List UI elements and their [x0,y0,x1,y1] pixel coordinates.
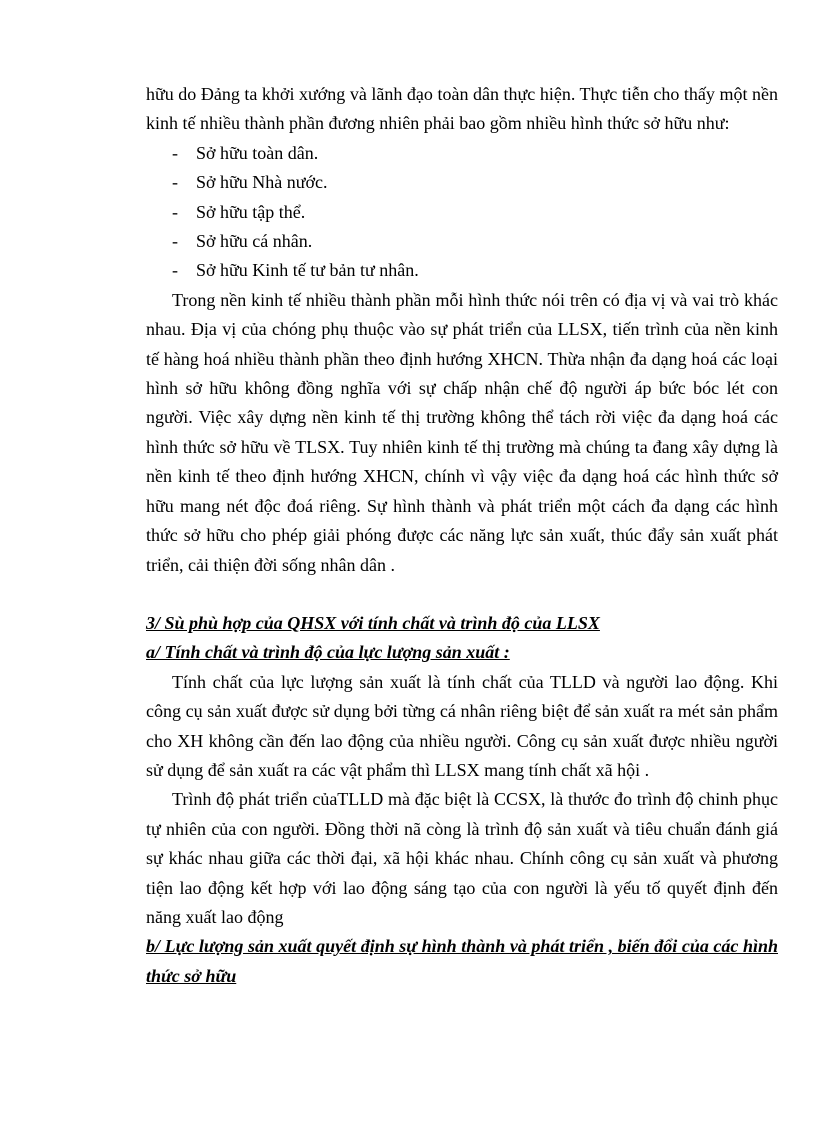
list-item [172,198,778,227]
list-item-text: Sở hữu tập thể. [196,201,306,222]
list-dash: - [172,142,178,163]
list-item [172,139,778,168]
subsection-heading: b/ Lực lượng sản xuất quyết định sự hình thành và phát triển , biến đổi của các hình thức sở hữu [146,936,778,986]
body-paragraph: Trình độ phát triển củaTLLD mà đặc biệt là CCSX, là thước đo trình độ chinh phục tự nhiên của con người. Đồng thời nã còng là trình độ sản xuất và tiêu chuẩn đánh giá sự khác nhau giữa các thời đại, xã hội khác nhau. Chính công cụ sản xuất và phương tiện lao động kết hợp với lao động sáng tạo của con người là yếu tố quyết định đến năng xuất lao động [146,789,778,927]
list-dash: - [172,172,178,193]
subsection-heading: a/ Tính chất và trình độ của lực lượng sản xuất : [146,642,510,663]
list-dash: - [172,231,178,252]
list-item-text: Sở hữu Nhà nước. [196,172,328,193]
body-paragraph: Trong nền kinh tế nhiều thành phần mỗi hình thức nói trên có địa vị và vai trò khác nhau. Địa vị của chóng phụ thuộc vào sự phát triển của LLSX, tiến trình của nền kinh tế hàng hoá nhiều thành phần theo định hướng XHCN. Thừa nhận đa dạng hoá các loại hình sở hữu không đồng nghĩa với sự chấp nhận chế độ người áp bức bóc lét con người. Việc xây dựng nền kinh tế thị trường không thể tách rời việc đa dạng hoá các hình thức sở hữu về TLSX. Tuy nhiên kinh tế thị trường mà chúng ta đang xây dựng là nền kinh tế theo định hướng XHCN, chính vì vậy việc đa dạng hoá các hình thức sở hữu mang nét độc đoá riêng. Sự hình thành và phát triển một cách đa dạng các hình thức sở hữu cho phép giải phóng được các năng lực sản xuất, thúc đẩy sản xuất phát triển, cải thiện đời sống nhân dân . [146,289,778,575]
list-dash: - [172,260,178,281]
ownership-list [146,139,778,286]
list-item [172,168,778,197]
list-item-text: Sở hữu cá nhân. [196,231,313,252]
list-item-text: Sở hữu toàn dân. [196,142,319,163]
section-heading: 3/ Sù phù hợp của QHSX với tính chất và trình độ của LLSX [146,612,600,633]
list-item-text: Sở hữu Kinh tế tư bản tư nhân. [196,260,419,281]
body-paragraph: Tính chất của lực lượng sản xuất là tính chất của TLLD và người lao động. Khi công cụ sản xuất được sử dụng bởi từng cá nhân riêng biệt để sản xuất ra mét sản phẩm cho XH không cần đến lao động của nhiều người. Công cụ sản xuất được nhiều người sử dụng để sản xuất ra các vật phẩm thì LLSX mang tính chất xã hội . [146,671,778,780]
spacer [146,580,778,609]
intro-paragraph: hữu do Đảng ta khởi xướng và lãnh đạo toàn dân thực hiện. Thực tiễn cho thấy một nền kinh tế nhiều thành phần đương nhiên phải bao gồm nhiều hình thức sở hữu như: [146,84,778,134]
list-item [172,227,778,256]
document-body [146,80,778,991]
list-item [172,256,778,285]
list-dash: - [172,201,178,222]
